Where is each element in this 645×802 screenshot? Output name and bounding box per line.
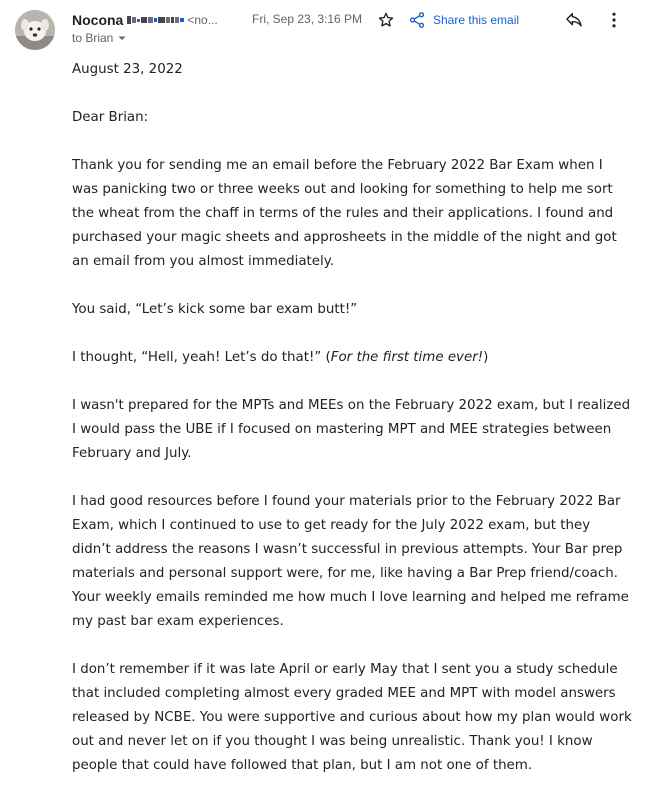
redacted-name-icon — [127, 16, 184, 24]
sender-name[interactable]: Nocona — [72, 12, 124, 28]
share-button[interactable] — [408, 8, 519, 32]
sender-avatar[interactable] — [15, 10, 55, 50]
star-icon — [377, 11, 395, 29]
letter-salutation: Dear Brian: — [72, 110, 149, 125]
share-label: Share this email — [433, 13, 520, 27]
recipient-label: to Brian — [72, 31, 114, 45]
letter-paragraph-1: Thank you for sending me an email before the February 2022 Bar Exam when I was panicking two or three weeks out and looking for something to help me sort the wheat from the chaff in terms of the rules and their applications. I found and purchased your magic sheets and approsheets in the middle of the night and got an email from you almost immediately. — [72, 158, 617, 269]
more-vert-icon — [604, 10, 624, 30]
sender-email: <no... — [187, 13, 218, 27]
email-date: Fri, Sep 23, 3:16 PM — [252, 12, 363, 26]
dog-avatar-icon — [15, 10, 55, 50]
letter-paragraph-5: I had good resources before I found your materials prior to the February 2022 Bar Exam, which I continued to use to get ready for the July 2022 exam, but they didn’t address the reasons I wasn’t successful in previous attempts. Your Bar prep materials and personal support were, for me, like having a Bar Prep friend/coach. Your weekly emails reminded me how much I love learning and helped me reframe my past bar exam experiences. — [72, 494, 629, 629]
more-options-button[interactable] — [602, 8, 626, 32]
share-icon — [408, 11, 426, 29]
letter-paragraph-6: I don’t remember if it was late April or early May that I sent you a study schedule that included completing almost every graded MEE and MPT with model answers released by NCBE. You were supportive and curious about how my plan would work out and never let on if you thought I was being unrealistic. Thank you! I know people that could have followed that plan, but I am not one of them. — [72, 662, 632, 773]
star-button[interactable] — [374, 8, 398, 32]
paragraph-3-close: ) — [483, 350, 489, 365]
paragraph-3-text: I thought, “Hell, yeah! Let’s do that!” ( — [72, 350, 331, 365]
email-body — [72, 58, 632, 802]
letter-paragraph-3 — [72, 346, 632, 370]
letter-date: August 23, 2022 — [72, 62, 183, 77]
email-header — [0, 0, 645, 56]
letter-paragraph-4: I wasn't prepared for the MPTs and MEEs on the February 2022 exam, but I realized I would pass the UBE if I focused on mastering MPT and MEE strategies between February and July. — [72, 398, 631, 461]
reply-button[interactable] — [562, 8, 586, 32]
reply-icon — [564, 10, 584, 30]
chevron-down-icon[interactable] — [117, 33, 127, 43]
letter-paragraph-2: You said, “Let’s kick some bar exam butt!” — [72, 302, 358, 317]
sender-line — [72, 11, 218, 29]
recipient-details[interactable] — [72, 31, 127, 45]
paragraph-3-italic: For the first time ever! — [330, 350, 484, 365]
